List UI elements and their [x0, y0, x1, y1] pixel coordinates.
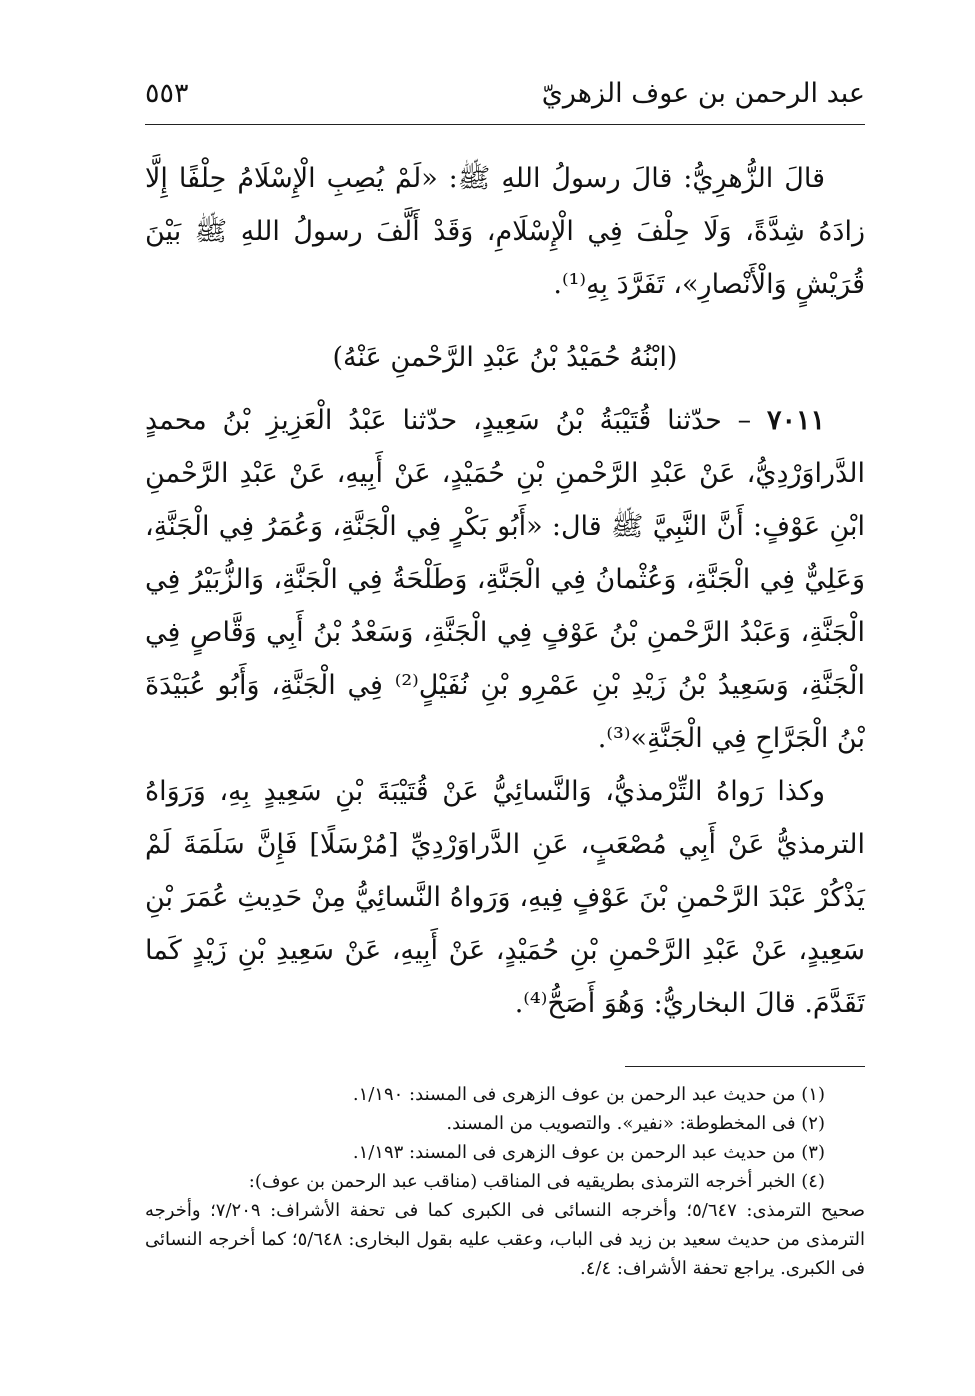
page-number: ٥٥٣: [145, 78, 189, 109]
footnote-1: (١) من حديث عبد الرحمن بن عوف الزهرى فى المسند: ١/١٩٠.: [352, 1084, 825, 1105]
footnote-4: (٤) الخبر أخرجه الترمذى بطريقيه فى المناقب (مناقب عبد الرحمن بن عوف):: [248, 1171, 825, 1192]
section-subheading: (ابْنُهُ حُمَيْدُ بْنُ عَبْدِ الرَّحْمنِ عَنْهُ): [332, 342, 678, 373]
hadith-number: ٧٠١١: [766, 405, 825, 436]
paragraph-hadith-7011: [145, 394, 865, 765]
hadith-text: – حدّثنا قُتَيْبَةُ بْنُ سَعِيدٍ، حدّثنا عَبْدُ الْعَزِيزِ بْنُ محمدٍ الدَّراوَرْدِيُّ، عَنْ عَبْدِ الرَّحْمنِ بْنِ حُمَيْدٍ، عَنْ أَبِيهِ، عَنْ عَبْدِ الرَّحْمنِ ابْنِ عَوْفٍ: أَنَّ النَّبِيَّ ﷺ قال: «أَبُو بَكْرٍ فِي الْجَنَّةِ، وَعُمَرُ فِي الْجَنَّةِ، وَعَلِيٌّ فِي الْجَنَّةِ، وَعُثْمانُ فِي الْجَنَّةِ، وَطَلْحَةُ فِي الْجَنَّةِ، وَالزُّبَيْرُ فِي الْجَنَّةِ، وَعَبْدُ الرَّحْمنِ بْنُ عَوْفٍ فِي الْجَنَّةِ، وَسَعْدُ بْنُ أَبِي وَقَّاصٍ فِي الْجَنَّةِ، وَسَعِيدُ بْنُ زَيْدِ بْنِ عَمْرِو بْنِ نُفَيْلٍ⁽²⁾ فِي الْجَنَّةِ، وَأَبُو عُبَيْدَةَ بْنُ الْجَرَّاحِ فِي الْجَنَّةِ»⁽³⁾.: [145, 405, 865, 754]
footnotes: [145, 1080, 865, 1283]
footnote-rule: [625, 1066, 865, 1067]
paragraph-zuhri-hadith: قالَ الزُّهرِيُّ: قالَ رسولُ اللهِ ﷺ: «لَمْ يُصِبِ الْإِسْلَامُ حِلْفًا إِلَّا زادَهُ شِدَّةً، وَلَا حِلْفَ فِي الْإِسْلَامِ، وَقَدْ أَلَّفَ رسولُ اللهِ ﷺ بَيْنَ قُرَيْشٍ وَالْأَنْصارِ»، تَفَرَّدَ بِهِ⁽¹⁾.: [145, 163, 865, 300]
main-text: [145, 152, 865, 1030]
page-header: [145, 78, 865, 109]
paragraph-commentary: وكذا رَواهُ التِّرْمذيُّ، وَالنَّسائِيُّ عَنْ قُتَيْبَةَ بْنِ سَعِيدٍ بِهِ، وَرَوَاهُ الترمذيُّ عَنْ أَبِي مُصْعَبٍ، عَنِ الدَّراوَرْدِيِّ [مُرْسَلًا] فَإِنَّ سَلَمَةَ لَمْ يَذْكُرْ عَبْدَ الرَّحْمنِ بْنَ عَوْفٍ فِيهِ، وَرَواهُ النَّسائِيُّ مِنْ حَدِيثِ عُمَرَ بْنِ سَعِيدٍ، عَنْ عَبْدِ الرَّحْمنِ بْنِ حُمَيْدٍ، عَنْ أَبِيهِ، عَنْ سَعِيدِ بْنِ زَيْدٍ كَما تَقَدَّمَ. قالَ البخاريُّ: وَهُوَ أَصَحُّ⁽⁴⁾.: [145, 776, 865, 1019]
footnote-4-continuation: صحيح الترمذى: ٥/٦٤٧؛ وأخرجه النسائى فى الكبرى كما فى تحفة الأشراف: ٧/٢٠٩؛ وأخرجه الترمذى من حديث سعيد بن زيد فى الباب، وعقب عليه بقول البخارى: ٥/٦٤٨؛ كما أخرجه النسائى فى الكبرى. يراجع تحفة الأشراف: ٤/٤.: [145, 1200, 865, 1279]
footnote-2: (٢) فى المخطوطة: «نفير». والتصويب من المسند.: [446, 1113, 825, 1134]
running-title: عبد الرحمن بن عوف الزهريّ: [541, 78, 865, 109]
footnote-3: (٣) من حديث عبد الرحمن بن عوف الزهرى فى المسند: ١/١٩٣.: [352, 1142, 825, 1163]
header-rule: [145, 124, 865, 125]
